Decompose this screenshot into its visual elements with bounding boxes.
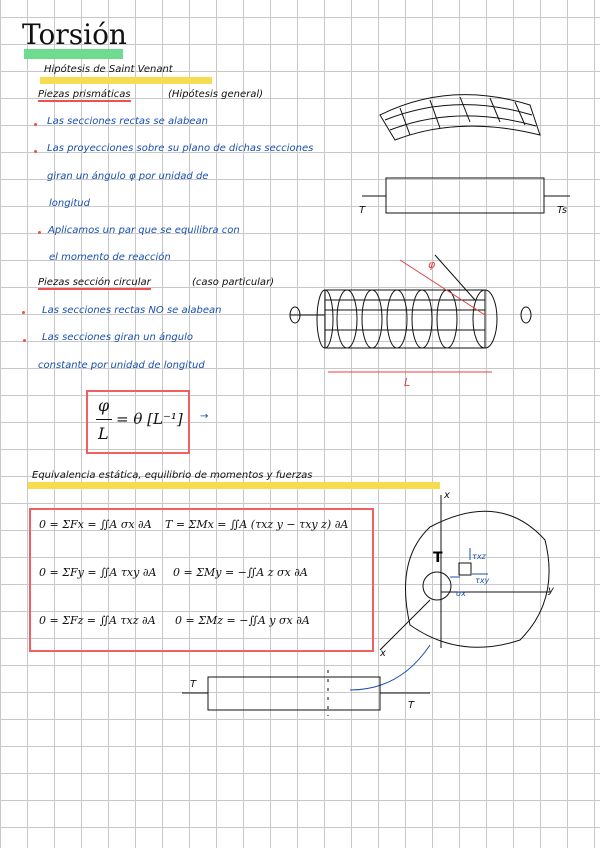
warped-bar-diagram bbox=[380, 95, 540, 140]
label-phi: φ bbox=[428, 258, 436, 271]
bullet-text: Aplicamos un par que se equilibra con bbox=[48, 225, 240, 236]
cross-section-diagram bbox=[350, 495, 550, 690]
bullet-text: Las secciones rectas NO se alabean bbox=[42, 305, 222, 316]
bullet-text: giran un ángulo φ por unidad de bbox=[47, 171, 209, 182]
bullet-text: el momento de reacción bbox=[49, 252, 171, 263]
bullet-text: Las proyecciones sobre su plano de dichas secciones bbox=[47, 143, 314, 154]
section1-note: (Hipótesis general) bbox=[168, 89, 264, 100]
bullet-text: constante por unidad de longitud bbox=[38, 360, 205, 371]
subtitle: Hipótesis de Saint Venant bbox=[44, 64, 173, 75]
equation: 0 = ΣMy = −∬A z σx ∂A bbox=[173, 566, 308, 579]
section1-heading: Piezas prismáticas bbox=[38, 89, 131, 100]
bullet-text: Las secciones giran un ángulo bbox=[42, 332, 194, 343]
label-tau-xz: τxz bbox=[472, 552, 486, 561]
equation: 0 = ΣMz = −∬A y σx ∂A bbox=[175, 614, 310, 627]
bar-rect bbox=[386, 178, 544, 213]
section2-note: (caso particular) bbox=[192, 277, 275, 288]
equation: 0 = ΣFz = ∬A τxz ∂A bbox=[39, 614, 156, 627]
equation: 0 = ΣFy = ∬A τxy ∂A bbox=[39, 566, 157, 579]
formula-denominator: L bbox=[98, 424, 109, 443]
equation: 0 = ΣFx = ∬A σx ∂A bbox=[39, 518, 152, 531]
circular-shaft-diagram bbox=[290, 255, 531, 372]
equation: T = ΣMx = ∬A (τxz y − τxy z) ∂A bbox=[165, 518, 349, 531]
label-sigma-x: σx bbox=[456, 589, 466, 598]
label-L: L bbox=[404, 376, 411, 389]
arrow-icon: → bbox=[200, 411, 209, 422]
section3-heading: Equivalencia estática, equilibrio de momentos y fuerzas bbox=[32, 470, 313, 481]
label-T: T bbox=[359, 205, 366, 216]
label-x-axis: x bbox=[380, 648, 386, 659]
section2-heading: Piezas sección circular bbox=[38, 277, 151, 288]
label-Ts: Ts bbox=[557, 205, 568, 216]
label-y: y bbox=[548, 585, 554, 596]
formula-rhs: = θ [L⁻¹] bbox=[116, 410, 183, 428]
formula-numerator: φ bbox=[98, 396, 110, 415]
label-tau-xy: τxy bbox=[475, 576, 490, 585]
label-torque: T bbox=[433, 550, 443, 566]
label-x: x bbox=[444, 490, 450, 501]
label-T-right: T bbox=[408, 700, 415, 711]
page-title: Torsión bbox=[22, 18, 127, 51]
bullet-text: Las secciones rectas se alabean bbox=[47, 116, 208, 127]
bullet-text: longitud bbox=[49, 198, 90, 209]
bar-rect-2 bbox=[208, 677, 380, 710]
label-T-left: T bbox=[190, 679, 197, 690]
